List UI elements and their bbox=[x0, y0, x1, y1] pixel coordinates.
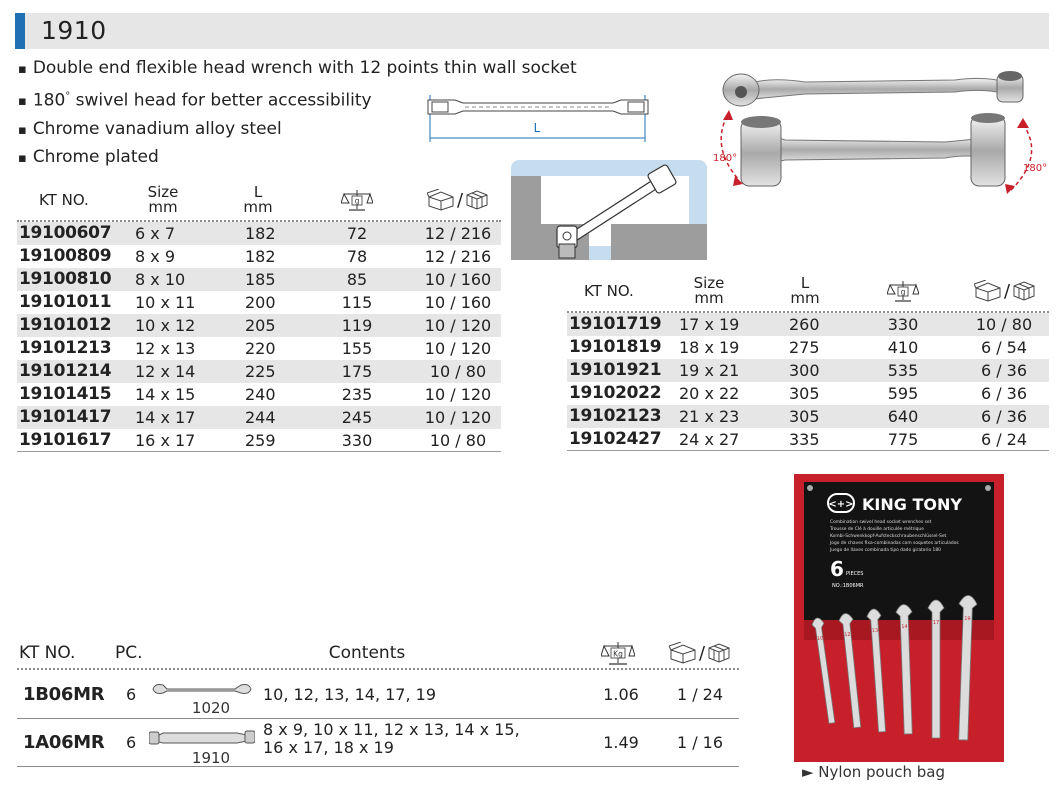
piece-count: 6 bbox=[830, 557, 844, 581]
table-row: 19101921 19 x 21 300 535 6 / 36 bbox=[567, 359, 1049, 382]
header-pc: PC. bbox=[115, 642, 143, 663]
svg-text:19: 19 bbox=[964, 615, 971, 623]
table-row: 19101214 12 x 14 225 175 10 / 80 bbox=[17, 360, 501, 383]
brand-name: KING TONY bbox=[862, 495, 962, 514]
header-packing: / bbox=[661, 636, 739, 670]
bullet-icon: ▪ bbox=[18, 94, 27, 110]
svg-text:1910: 1910 bbox=[191, 749, 231, 767]
header-weight-kg bbox=[595, 636, 641, 670]
svg-text:Trousse de Clé à douille artic: Trousse de Clé à douille articulée métrique bbox=[830, 527, 924, 532]
svg-text:10: 10 bbox=[816, 635, 824, 643]
svg-text:g: g bbox=[354, 196, 360, 206]
set-row: 1B06MR 6 1020 10, 12, 13, 14, 17, 19 1.06 1 / 24 bbox=[17, 671, 739, 719]
inner-box-icon bbox=[427, 189, 455, 211]
svg-text:17: 17 bbox=[932, 620, 940, 626]
table-row: 19101617 16 x 17 259 330 10 / 80 bbox=[17, 429, 501, 452]
wrench-photo bbox=[705, 58, 1054, 208]
length-label: L bbox=[533, 121, 541, 135]
header-contents: Contents bbox=[328, 642, 406, 663]
length-drawing bbox=[425, 92, 651, 146]
header-kt-no: KT NO. bbox=[39, 190, 89, 209]
table-row: 19101012 10 x 12 205 119 10 / 120 bbox=[17, 314, 501, 337]
header-weight bbox=[327, 178, 387, 222]
header-length: L mm bbox=[790, 274, 820, 307]
scale-icon bbox=[601, 639, 635, 667]
header-length: L mm bbox=[243, 183, 273, 216]
table-row: 19101417 14 x 17 244 245 10 / 120 bbox=[17, 406, 501, 429]
scale-icon bbox=[341, 187, 373, 213]
table-header bbox=[17, 178, 501, 222]
title-bar bbox=[15, 13, 1049, 49]
feature-item: ▪ Chrome vanadium alloy steel bbox=[18, 118, 282, 139]
svg-text:12: 12 bbox=[844, 631, 852, 639]
accessibility-diagram bbox=[511, 160, 707, 260]
svg-text:g: g bbox=[900, 287, 906, 297]
header-kt-no: KT NO. bbox=[584, 281, 634, 300]
table-row: 19101819 18 x 19 275 410 6 / 54 bbox=[569, 337, 1028, 357]
svg-text:Jogo de chaves fixa-combinadas: Jogo de chaves fixa-combinadas com soquetes articulados bbox=[830, 541, 959, 546]
table-row: 19101213 12 x 13 220 155 10 / 120 bbox=[19, 338, 492, 358]
inner-box-icon bbox=[974, 280, 1002, 302]
set-table-header bbox=[17, 636, 739, 670]
svg-text:13: 13 bbox=[871, 627, 879, 635]
table-row: 19101719 17 x 19 260 330 10 / 80 bbox=[567, 313, 1049, 336]
header-size: Size mm bbox=[693, 274, 725, 307]
table-row: 19102123 21 x 23 305 640 6 / 36 bbox=[567, 405, 1049, 428]
pouch-bag-photo bbox=[794, 474, 1004, 762]
svg-text:NO.:1B06MR: NO.:1B06MR bbox=[832, 583, 864, 589]
header-weight bbox=[873, 269, 933, 313]
swivel-wrench-icon bbox=[149, 725, 255, 767]
svg-text:Kg: Kg bbox=[613, 649, 623, 659]
pouch-caption: ► Nylon pouch bag bbox=[802, 763, 945, 781]
inner-box-icon bbox=[669, 642, 697, 664]
feature-item: ▪ 180° swivel head for better accessibility bbox=[18, 90, 372, 111]
table-row: 19102022 20 x 22 305 595 6 / 36 bbox=[569, 383, 1028, 403]
table-row: 19100809 8 x 9 182 78 12 / 216 bbox=[19, 246, 492, 266]
header-size: Size mm bbox=[147, 183, 179, 216]
header-kt-no: KT NO. bbox=[19, 642, 76, 663]
table-header bbox=[567, 269, 1049, 313]
spec-table-1 bbox=[17, 178, 501, 452]
header-packing: / bbox=[965, 269, 1045, 313]
angle-label-right: 180° bbox=[1023, 163, 1048, 174]
feature-item: ▪ Chrome plated bbox=[18, 147, 159, 168]
table-row: 19100607 6 x 7 182 72 12 / 216 bbox=[17, 222, 501, 245]
feature-item: ▪ Double end flexible head wrench with 12 points thin wall socket bbox=[18, 58, 577, 78]
header-packing: / bbox=[419, 178, 497, 222]
table-row: 19100810 8 x 10 185 85 10 / 160 bbox=[17, 268, 501, 291]
svg-text:Kombi-Schwenkkopf-Aufsteckschr: Kombi-Schwenkkopf-Aufsteckschraubenschlüssel-Set bbox=[830, 534, 947, 539]
svg-text:1020: 1020 bbox=[191, 699, 231, 717]
spec-table-2 bbox=[567, 269, 1049, 451]
master-carton-icon bbox=[707, 642, 731, 664]
svg-text:Combination swivel head socket: Combination swivel head socket wrenches set bbox=[830, 520, 932, 525]
bullet-icon: ▪ bbox=[18, 62, 27, 77]
master-carton-icon bbox=[465, 189, 489, 211]
table-row: 19102427 24 x 27 335 775 6 / 24 bbox=[567, 428, 1049, 451]
angle-label-left: 180° bbox=[713, 153, 738, 164]
scale-icon bbox=[887, 278, 919, 304]
svg-text:<+>: <+> bbox=[828, 499, 854, 510]
bullet-icon: ▪ bbox=[18, 151, 27, 167]
bullet-icon: ▪ bbox=[18, 122, 27, 138]
title-accent-bar bbox=[15, 13, 25, 49]
svg-text:PIECES: PIECES bbox=[846, 571, 864, 577]
svg-text:Juego de llaves combinada tipo: Juego de llaves combinada tipo dado giratorio 180 bbox=[830, 548, 941, 553]
set-row: 1A06MR 6 1910 8 x 9, 10 x 11, 12 x 13, 14 x 15, 16 x 17, 18 x 19 1.49 1 / 16 bbox=[17, 719, 739, 767]
table-row: 19101415 14 x 15 240 235 10 / 120 bbox=[19, 384, 492, 404]
master-carton-icon bbox=[1012, 280, 1036, 302]
page-title: 1910 bbox=[41, 16, 107, 45]
combination-wrench-icon bbox=[149, 679, 255, 719]
svg-text:14: 14 bbox=[901, 623, 908, 631]
table-row: 19101011 10 x 11 200 115 10 / 160 bbox=[19, 292, 492, 312]
